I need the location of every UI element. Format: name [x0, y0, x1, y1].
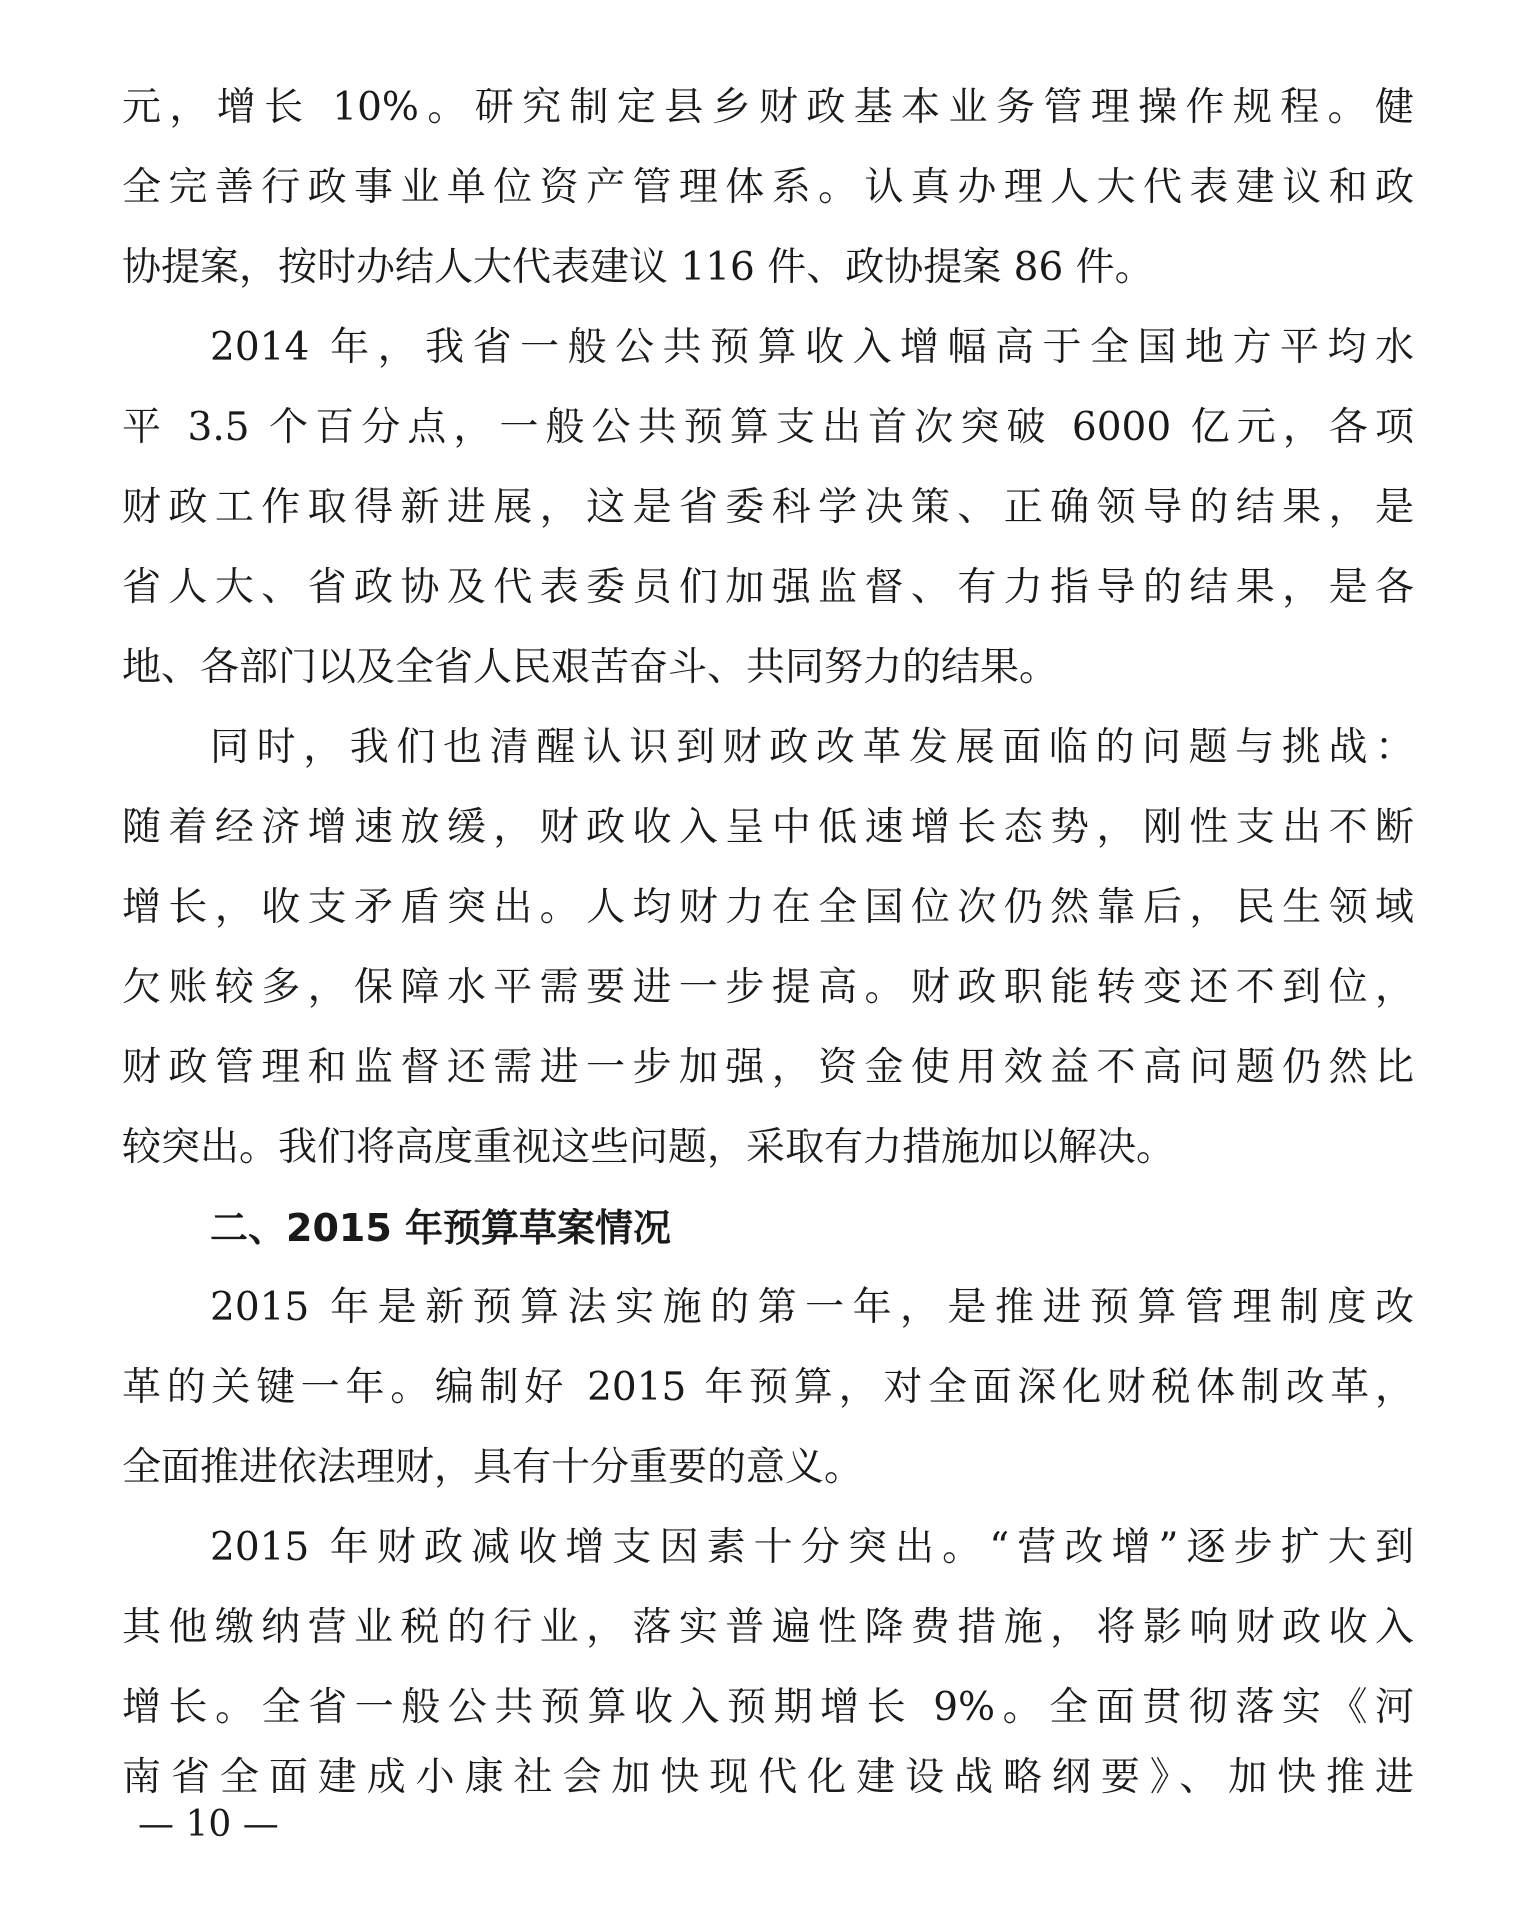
text-line: 元，增长 10%。研究制定县乡财政基本业务管理操作规程。健 — [122, 85, 1414, 130]
text-line: 全完善行政事业单位资产管理体系。认真办理人大代表建议和政 — [122, 165, 1414, 210]
text-line: 增长，收支矛盾突出。人均财力在全国位次仍然靠后，民生领域 — [122, 885, 1414, 930]
paragraph-start-line: 2014 年，我省一般公共预算收入增幅高于全国地方平均水 — [210, 325, 1414, 370]
text-line: 省人大、省政协及代表委员们加强监督、有力指导的结果，是各 — [122, 565, 1414, 610]
text-line: 其他缴纳营业税的行业，落实普遍性降费措施，将影响财政收入 — [122, 1605, 1414, 1650]
paragraph-start-line: 2015 年财政减收增支因素十分突出。“营改增”逐步扩大到 — [210, 1525, 1414, 1570]
section-heading: 二、2015 年预算草案情况 — [210, 1206, 671, 1250]
text-line: 平 3.5 个百分点，一般公共预算支出首次突破 6000 亿元，各项 — [122, 405, 1414, 450]
text-line: 协提案，按时办结人大代表建议 116 件、政协提案 86 件。 — [122, 245, 1154, 290]
page-number: — 10 — — [138, 1804, 279, 1845]
text-line: 地、各部门以及全省人民艰苦奋斗、共同努力的结果。 — [122, 645, 1059, 690]
text-line: 全面推进依法理财，具有十分重要的意义。 — [122, 1445, 864, 1490]
text-line: 财政工作取得新进展，这是省委科学决策、正确领导的结果，是 — [122, 485, 1414, 530]
text-line: 随着经济增速放缓，财政收入呈中低速增长态势，刚性支出不断 — [122, 805, 1414, 850]
text-line: 财政管理和监督还需进一步加强，资金使用效益不高问题仍然比 — [122, 1045, 1414, 1090]
paragraph-start-line: 同时，我们也清醒认识到财政改革发展面临的问题与挑战： — [210, 725, 1414, 770]
text-line: 欠账较多，保障水平需要进一步提高。财政职能转变还不到位， — [122, 965, 1414, 1010]
text-line: 革的关键一年。编制好 2015 年预算，对全面深化财税体制改革， — [122, 1365, 1414, 1410]
text-line: 较突出。我们将高度重视这些问题，采取有力措施加以解决。 — [122, 1125, 1176, 1170]
text-line: 增长。全省一般公共预算收入预期增长 9%。全面贯彻落实《河 — [122, 1685, 1414, 1730]
text-line: 南省全面建成小康社会加快现代化建设战略纲要》、加快推进 — [122, 1755, 1414, 1800]
paragraph-start-line: 2015 年是新预算法实施的第一年，是推进预算管理制度改 — [210, 1285, 1414, 1330]
